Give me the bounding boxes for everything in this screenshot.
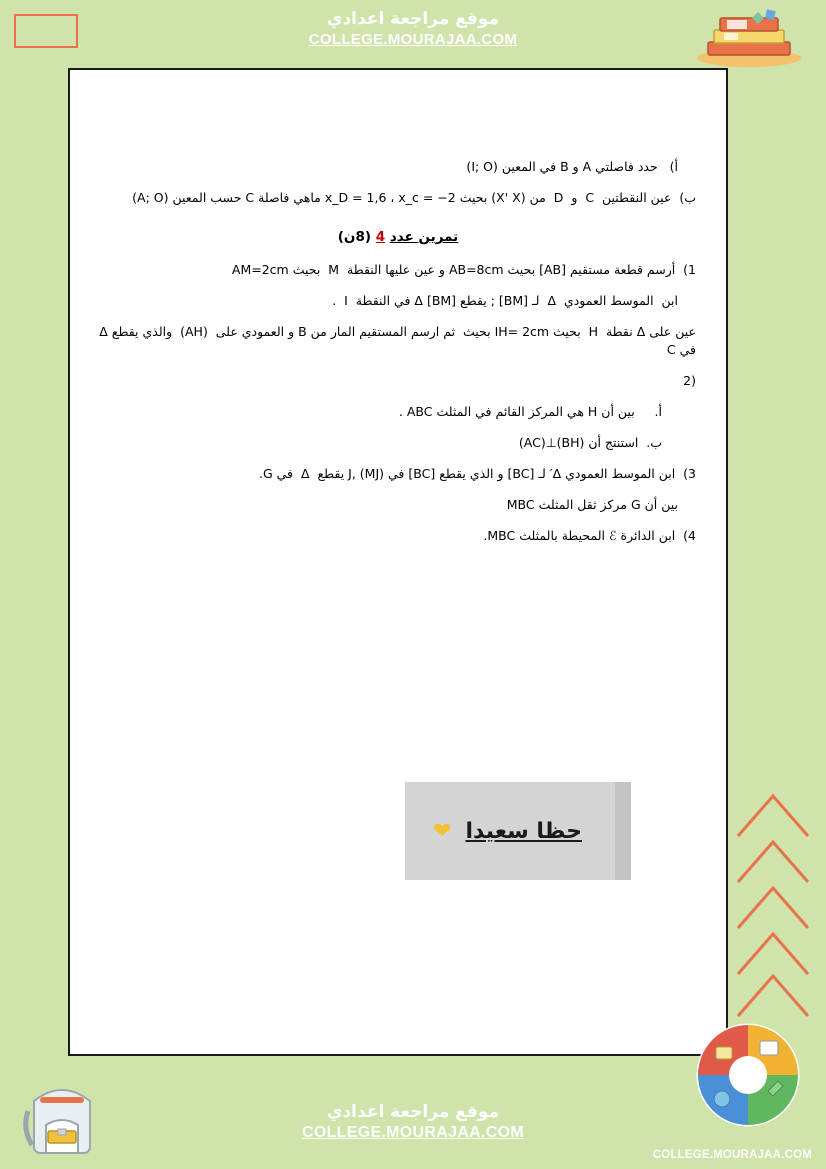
question-line: ب) عين النقطتين C و D من (X' X) بحيث x_D = 1,6 ، x_c = −2 ماهي فاصلة C حسب المعين (A; O): [132, 190, 696, 205]
exercise-item: عين على Δ نقطة H بحيث IH= 2cm بحيث ثم ارسم المستقيم المار من B و العمودي على (AH) والذي يقطع Δ في C: [95, 324, 696, 357]
heart-icon: ❤: [433, 818, 452, 843]
banner-content: [405, 782, 610, 880]
banner-label: حظا سعيدا: [465, 818, 582, 844]
footer-site-url[interactable]: COLLEGE.MOURAJAA.COM: [302, 1124, 524, 1141]
exercise-points: (8ن): [337, 229, 372, 245]
exercise-item: ابن الموسط العمودي Δ لـ [BM] ; يقطع Δ [BM] في النقطة I .: [332, 293, 678, 308]
good-luck-banner: [405, 782, 630, 880]
page-header: [0, 0, 826, 68]
footer-site-title: موقع مراجعة اعدادي: [326, 1102, 500, 1122]
exercise-item: (2: [683, 373, 696, 388]
exercise-item: ب. استنتج أن (BH)⊥(AC): [518, 435, 662, 450]
exercise-item: 4) ابن الدائرة ℰ المحيطة بالمثلث MBC.: [483, 528, 696, 543]
exercise-item: 1) أرسم قطعة مستقيم [AB] بحيث AB=8cm و عين عليها النقطة M بحيث AM=2cm: [231, 262, 696, 277]
exercise-item: 3) ابن الموسط العمودي Δ′ لـ [BC] و الذي يقطع [BC] في J, (MJ) يقطع Δ في G.: [258, 466, 696, 481]
footer-credit: COLLEGE.MOURAJAA.COM: [652, 1149, 812, 1161]
chevron-decoration: [734, 790, 812, 1020]
books-icon: [694, 6, 804, 68]
exercise-heading: [88, 229, 708, 245]
header-site-title: موقع مراجعة اعدادي: [326, 9, 500, 29]
school-supplies-icon: [692, 1019, 804, 1131]
worksheet-content: [88, 158, 708, 558]
exercise-label: تمرين عدد: [389, 229, 459, 245]
exercise-number: 4: [375, 229, 386, 245]
header-site-url[interactable]: COLLEGE.MOURAJAA.COM: [308, 31, 518, 48]
worksheet-page: [68, 68, 728, 1056]
question-line: أ) حدد فاصلتي A و B في المعين (I; O): [466, 159, 678, 174]
exercise-item: بين أن G مركز ثقل المثلث MBC: [506, 497, 678, 512]
exercise-item: أ. بين أن H هي المركز القائم في المثلث ABC .: [398, 404, 662, 419]
